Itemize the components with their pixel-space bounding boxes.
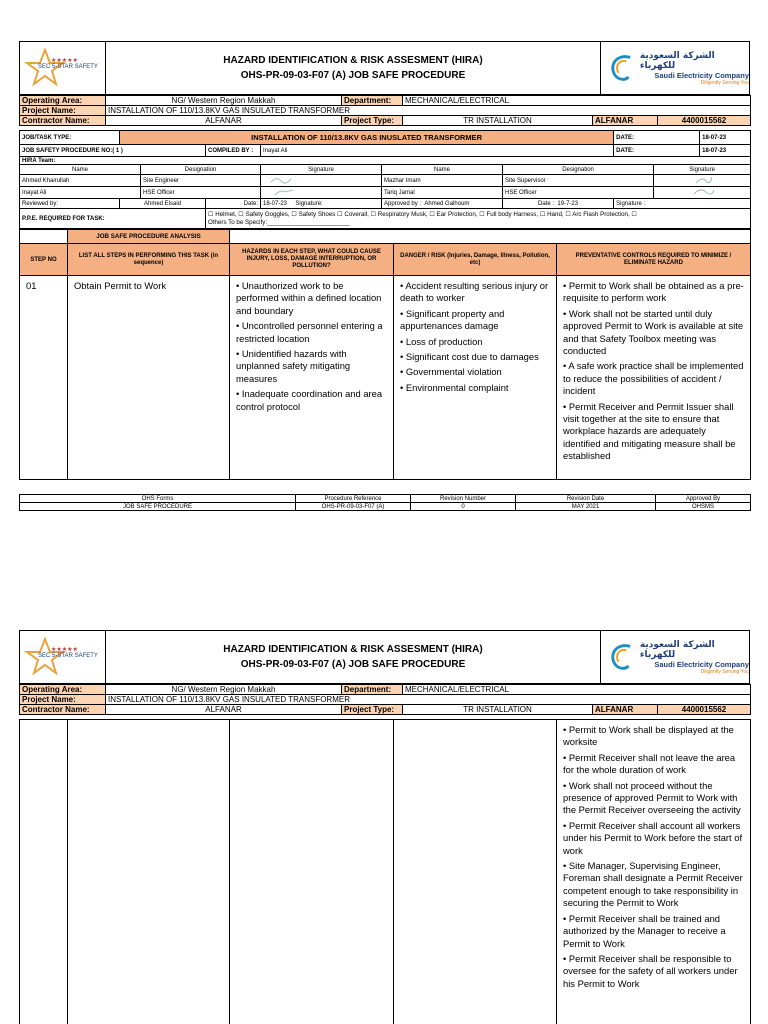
team-col-designation-2: Designation [503,165,654,175]
step-hazards [230,276,394,480]
hira-team-label: HIRA Team: [20,157,751,165]
footer-reference-value: OHS-PR-09-03-F07 (A) [296,503,411,511]
control-item: • Permit to Work shall be displayed at the worksite [563,724,734,748]
analysis-title: JOB SAFE PROCEDURE ANALYSIS [68,230,230,244]
project-name-value: INSTALLATION OF 110/13.8KV GAS INSULATED TRANSFORMER [106,695,751,705]
operating-area-label: Operating Area: [20,96,106,106]
sec-company-logo [600,42,749,94]
project-info-table [19,684,751,715]
title-line-1: HAZARD IDENTIFICATION & RISK ASSESMENT (HIRA) [223,55,483,66]
hazard-item: • Uncontrolled personnel entering a restricted location [236,320,383,344]
job-safe-procedure-analysis-continued [19,719,751,1024]
document-header [19,630,750,684]
title-line-2: OHS-PR-09-03-F07 (A) JOB SAFE PROCEDURE [240,70,466,81]
danger-item: • Environmental complaint [400,381,509,393]
col-danger-risk: DANGER / RISK (Injuries, Damage, Illness, Pollution, etc) [394,244,557,276]
control-item: • Permit Receiver shall be responsible to oversee for the safety of all workers under his Permit to Work [563,952,738,989]
team-col-designation: Designation [141,165,261,175]
project-info-table [19,95,751,126]
review-date-value: 18-07-23 Signature: [261,199,382,209]
title-line-1: HAZARD IDENTIFICATION & RISK ASSESMENT (HIRA) [223,644,483,655]
logo-text: SEC 5-STAR SAFETY [38,64,98,70]
step-description: Obtain Permit to Work [68,276,230,480]
ppe-options [206,209,751,229]
svg-text:★★★★★: ★★★★★ [50,646,78,653]
operating-area-value: NG/ Western Region Makkah [106,685,342,695]
contractor-short-name: ALFANAR [593,116,658,126]
job-safe-procedure-analysis [19,229,751,480]
col-step-no: STEP NO [20,244,68,276]
team-member-name: Ahmed Khairullah [20,175,141,187]
sec-swirl-icon [607,640,636,674]
step-number: 01 [20,276,68,480]
danger-item: • Loss of production [400,335,483,347]
document-title [106,42,600,94]
team-member-designation: HSE Officer [503,187,654,199]
footer-approved-value: OHSMS [656,503,751,511]
operating-area-value: NG/ Western Region Makkah [106,96,342,106]
compiled-by-label: COMPILED BY : [206,145,261,157]
operating-area-label: Operating Area: [20,685,106,695]
contractor-name-value: ALFANAR [106,116,342,126]
control-item: • Permit Receiver shall not leave the area for the whole duration of work [563,751,736,776]
document-title [106,631,600,683]
control-item: • Permit Receiver shall be trained and authorized by the Manager to receive a Permit to Work [563,912,726,949]
control-item: • Work shall not be started until duly approved Permit to Work is available at site and that Safety Toolbox meeting was conducted [563,307,744,357]
step-controls [557,276,751,480]
danger-item: • Accident resulting serious injury or death to worker [400,280,549,304]
compiled-by-value: Inayat Ali [261,145,614,157]
team-member-name: Inayat Ali [20,187,141,199]
project-name-label: Project Name: [20,695,106,705]
form-footer [19,494,751,511]
footer-forms-value: JOB SAFE PROCEDURE [20,503,296,511]
project-name-value: INSTALLATION OF 110/13.8KV GAS INSULATED TRANSFORMER [106,106,751,116]
control-item: • Permit Receiver shall account all workers under his Permit to Work before the start of work [563,819,743,856]
sec-swirl-icon [607,51,636,85]
danger-item: • Significant cost due to damages [400,351,539,363]
project-type-label: Project Type: [342,116,403,126]
footer-col-approved: Approved By [656,495,751,503]
logo-text: SEC 5-STAR SAFETY [38,653,98,659]
job-details-table [19,130,751,229]
project-type-label: Project Type: [342,705,403,715]
col-preventative-controls: PREVENTATIVE CONTROLS REQUIRED TO MINIMIZE / ELIMINATE HAZARD [557,244,751,276]
sec-company-logo [600,631,749,683]
contract-number: 4400015562 [658,116,751,126]
team-member-designation: Site Engineer [141,175,261,187]
team-member-name: Mazhar Imam [382,175,503,187]
company-tagline: Diligently Serving You [700,79,749,86]
hazard-item: • Inadequate coordination and area control protocol [236,388,383,412]
company-english-name: Saudi Electricity Company [654,659,749,669]
team-member-designation: Site Supervisor [503,175,654,187]
team-col-signature-2: Signature [654,165,751,175]
department-value: MECHANICAL/ELECTRICAL [403,96,751,106]
project-name-label: Project Name: [20,106,106,116]
department-value: MECHANICAL/ELECTRICAL [403,685,751,695]
col-steps: LIST ALL STEPS IN PERFORMING THIS TASK (in sequence) [68,244,230,276]
ppe-checkbox-list: ☐ Helmet, ☐ Safety Goggles, ☐ Safety Shoes ☐ Coverall, ☐ Respiratory Musk, ☐ Ear Protection, ☐ Full body Harness, ☐ Hand, ☐ Arc Flash Protection, ☐ [208,210,637,218]
signature-image [654,187,751,199]
contract-number: 4400015562 [658,705,751,715]
footer-col-forms: OHS Forms [20,495,296,503]
step-dangers [394,276,557,480]
team-member-designation: HSE Officer [141,187,261,199]
project-type-value: TR INSTALLATION [403,116,593,126]
step-controls [557,720,751,1024]
footer-col-reference: Procedure Reference [296,495,411,503]
signature-image [261,175,382,187]
project-type-value: TR INSTALLATION [403,705,593,715]
ppe-label: P.P.E. REQUIRED FOR TASK: [20,209,206,229]
date2-value: 18-07-23 [700,145,751,157]
company-english-name: Saudi Electricity Company [654,70,749,80]
sec-5-star-logo [20,42,106,94]
control-item: • Site Manager, Supervising Engineer, Foreman shall designate a Permit Receiver competent enough to take responsibility in securing the Permit to Work [563,860,743,909]
department-label: Department: [342,96,403,106]
danger-item: • Governmental violation [400,366,502,378]
date2-label: DATE: [614,145,700,157]
document-header [19,41,750,95]
team-member-name: Tariq Jamal [382,187,503,199]
review-signature-label: Signature: [295,200,323,207]
company-arabic-name: الشركة السعودية للكهرباء [639,639,715,660]
hazard-item: • Unauthorized work to be performed within a defined location and boundary [236,280,382,316]
hazard-item: • Unidentified hazards with unplanned safety mitigating measures [236,348,351,384]
department-label: Department: [342,685,403,695]
company-arabic-name: الشركة السعودية للكهرباء [639,50,715,71]
reviewed-by-value: Ahmed Elsaid [120,199,206,209]
approve-date: Date : 19-7-23 [503,199,614,209]
company-tagline: Diligently Serving You [700,668,749,675]
footer-col-revision-date: Revision Date [516,495,656,503]
control-item: • A safe work practice shall be implemented to reduce the possibilities of accident / incident [563,360,744,397]
footer-col-revision: Revision Number [411,495,516,503]
contractor-short-name: ALFANAR [593,705,658,715]
page-1 [19,41,750,511]
approve-signature-label: Signature : [614,199,751,209]
approved-by-value: Ahmed Galhoum [424,200,470,207]
ppe-others: Others To be Specify:________________________ [208,218,350,226]
footer-date-value: MAY 2021 [516,503,656,511]
contractor-name-value: ALFANAR [106,705,342,715]
sec-5-star-logo [20,631,106,683]
contractor-name-label: Contractor Name: [20,116,106,126]
reviewed-by-label: Reviewed by: [20,199,120,209]
job-task-label: JOB/TASK TYPE: [20,131,120,145]
approved-by-label: Approved by : Ahmed Galhoum [382,199,503,209]
title-line-2: OHS-PR-09-03-F07 (A) JOB SAFE PROCEDURE [240,659,466,670]
danger-item: • Significant property and appurtenances damage [400,307,505,332]
control-item: • Permit to Work shall be obtained as a pre-requisite to perform work [563,280,744,304]
team-col-signature: Signature [261,165,382,175]
team-col-name-2: Name [382,165,503,175]
date-value: 18-07-23 [700,131,751,145]
control-item: • Work shall not proceed without the presence of approved Permit to Work with the Permit Receiver overseeing the activity [563,779,741,816]
signature-image [654,175,751,187]
team-col-name: Name [20,165,141,175]
signature-image [261,187,382,199]
footer-revision-value: 0 [411,503,516,511]
col-hazards: HAZARDS IN EACH STEP, WHAT COULD CAUSE INJURY, LOSS, DAMAGE INTERRUPTION, OR POLLUTION? [230,244,394,276]
job-task-value: INSTALLATION OF 110/13.8KV GAS INUSLATED TRANSFORMER [120,131,614,145]
procedure-number: JOB SAFETY PROCEDURE NO:( 1 ) [20,145,206,157]
svg-text:★★★★★: ★★★★★ [50,57,78,64]
contractor-name-label: Contractor Name: [20,705,106,715]
date-label: DATE: [614,131,700,145]
page-2 [19,630,750,1024]
control-item: • Permit Receiver and Permit Issuer shall visit together at the site to ensure that workplace hazards are adequately identified and mitigating measure shall be established [563,400,736,462]
review-date-label: Date: [206,199,261,209]
